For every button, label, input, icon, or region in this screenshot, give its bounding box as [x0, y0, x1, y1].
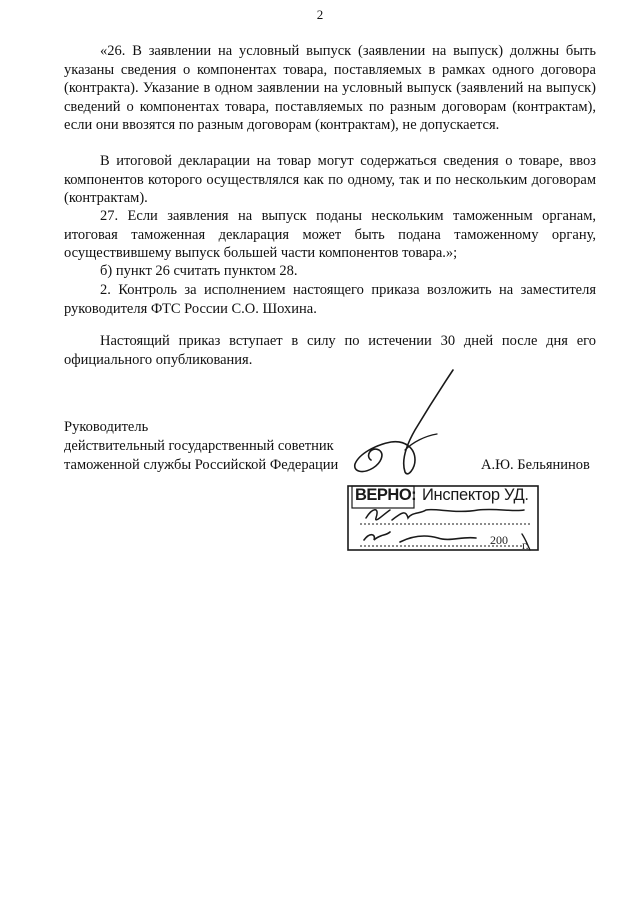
paragraph-effective-date: Настоящий приказ вступает в силу по истечении 30 дней после дня его официального опубликования.: [64, 333, 596, 368]
signer-service: таможенной службы Российской Федерации: [64, 457, 339, 473]
stamp-year-suffix: г.: [522, 538, 529, 552]
signature-title-block: [64, 418, 338, 475]
paragraph-item-26: «26. В заявлении на условный выпуск (заявлении на выпуск) должны быть указаны сведения о компонентах товара, поставляемых в рамках одного договора (контракта). Указание в одном заявлении на условный выпуск (заявлений на выпуск) сведений о компонентах товара, поставляемых по разным договорам (контрактам), если они ввозятся по разным договорам (контрактам), не допускается.: [64, 43, 596, 133]
stamp-label: ВЕРНО:: [355, 486, 417, 504]
stamp-title: Инспектор УД.: [422, 486, 529, 504]
stamp-year: 200: [490, 533, 508, 547]
paragraph-renumber: б) пункт 26 считать пунктом 28.: [100, 263, 298, 279]
handwritten-signature: [345, 368, 465, 488]
paragraph-control: 2. Контроль за исполнением настоящего приказа возложить на заместителя руководителя ФТС России С.О. Шохина.: [64, 282, 596, 317]
signer-name: А.Ю. Бельянинов: [481, 457, 590, 473]
paragraph-item-27: 27. Если заявления на выпуск поданы нескольким таможенным органам, итоговая таможенная декларация может быть подана таможенному органу, осуществившему выпуск большей части компонентов товара.»;: [64, 208, 596, 261]
signer-position: Руководитель: [64, 419, 149, 435]
signer-rank: действительный государственный советник: [64, 438, 334, 454]
page-number: 2: [316, 7, 324, 22]
paragraph-final-declaration: В итоговой декларации на товар могут содержаться сведения о товаре, ввоз компонентов которого осуществлялся как по одному, так и по нескольким договорам (контрактам).: [64, 153, 596, 206]
